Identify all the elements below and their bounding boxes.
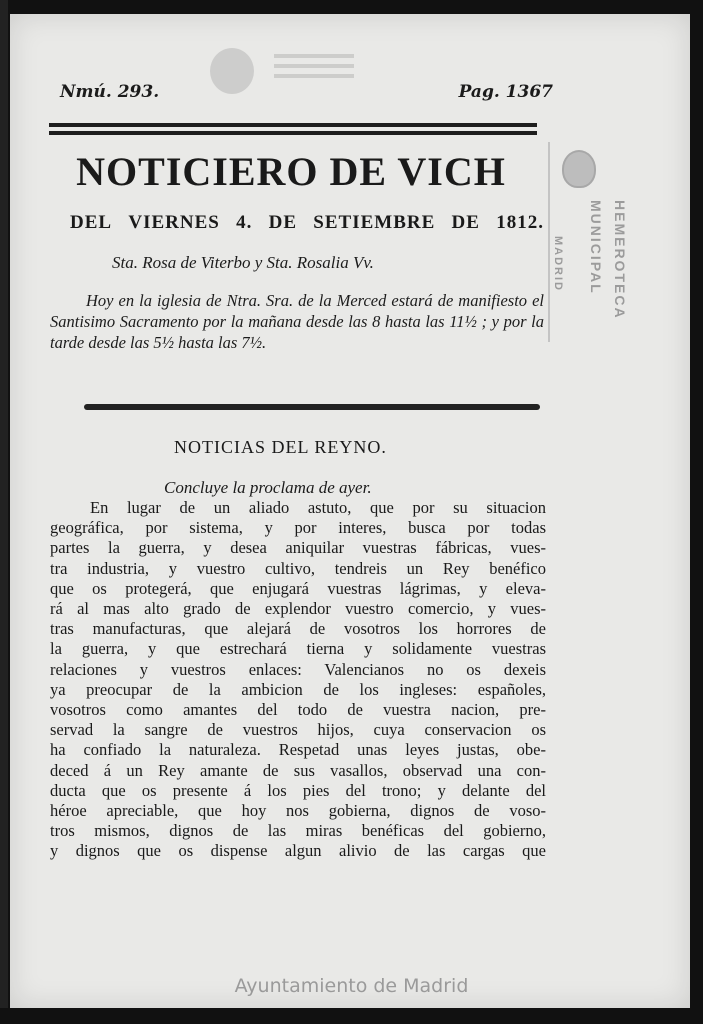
body-line: ya preocupar de la ambicion de los ingleses: españoles, <box>50 679 546 699</box>
body-line: partes la guerra, y desea aniquilar vuestras fábricas, vues- <box>50 538 546 558</box>
archive-watermark: Ayuntamiento de Madrid <box>234 975 469 997</box>
article-body <box>50 498 546 862</box>
stamp-text-city: MADRID <box>552 236 564 292</box>
date-word: DEL <box>70 212 113 233</box>
body-line: tra industria, y vuestro cultivo, tendreis un Rey benéfico <box>50 558 546 578</box>
body-line: tras manufacturas, que alejará de vosotros los horrores de <box>50 619 546 639</box>
body-line: tros mismos, dignos de las miras benéficas del gobierno, <box>50 821 546 841</box>
body-line: ducta que os presente á los pies del trono; y delante del <box>50 780 546 800</box>
stamp-border <box>548 142 550 342</box>
body-line: rá al mas alto grado de explendor vuestro comercio, y vues- <box>50 599 546 619</box>
body-line: servad la sangre de vuestros hijos, cuya conservacion os <box>50 720 546 740</box>
thick-rule-divider <box>84 404 540 410</box>
date-word: 1812. <box>496 212 544 233</box>
issue-number: Nmú. 293. <box>60 82 160 102</box>
body-line: la guerra, y que estrechará tierna y solidamente vuestras <box>50 639 546 659</box>
body-line: deced á un Rey amante de sus vasallos, observad una con- <box>50 760 546 780</box>
body-line: ha confiado la naturaleza. Respetad unas leyes justas, obe- <box>50 740 546 760</box>
page-number: Pag. 1367 <box>458 82 553 102</box>
article-subtitle: Concluye la proclama de ayer. <box>164 478 372 497</box>
book-spine <box>0 0 8 1008</box>
saints-of-day: Sta. Rosa de Viterbo y Sta. Rosalia Vv. <box>112 253 374 272</box>
date-word: DE <box>451 212 480 233</box>
double-rule-divider <box>49 123 537 135</box>
church-notice: Hoy en la iglesia de Ntra. Sra. de la Merced estará de manifiesto el Santisimo Sacramento por la mañana desde las 8 hasta las 11½ ; y por la tarde desde las 5½ hasta las 7½. <box>50 291 544 352</box>
stamp-smudge <box>274 54 354 58</box>
date-word: 4. <box>236 212 253 233</box>
body-line: vosotros como amantes del todo de vuestra nacion, pre- <box>50 700 546 720</box>
crest-icon <box>562 150 596 188</box>
body-line: y dignos que os dispense algun alivio de las cargas que <box>50 841 546 861</box>
body-line: relaciones y vuestros enlaces: Valencianos no os dexeis <box>50 659 546 679</box>
page-header <box>60 82 553 102</box>
issue-date <box>70 212 544 234</box>
body-line: que os protegerá, que enjugará vuestras lágrimas, y eleva- <box>50 578 546 598</box>
hemeroteca-stamp <box>548 140 658 350</box>
body-line: héroe apreciable, que hoy nos gobierna, dignos de voso- <box>50 801 546 821</box>
newspaper-title: NOTICIERO DE VICH <box>76 149 506 194</box>
stamp-text-municipal: MUNICIPAL <box>588 200 604 295</box>
date-word: VIERNES <box>128 212 220 233</box>
date-word: DE <box>268 212 298 233</box>
stamp-text-hemeroteca: HEMEROTECA <box>612 200 628 320</box>
body-line: En lugar de un aliado astuto, que por su situacion <box>90 498 546 517</box>
body-line: geográfica, por sistema, y por interes, busca por todas <box>50 518 546 538</box>
section-title: NOTICIAS DEL REYNO. <box>174 437 387 457</box>
date-word: SETIEMBRE <box>313 212 436 233</box>
